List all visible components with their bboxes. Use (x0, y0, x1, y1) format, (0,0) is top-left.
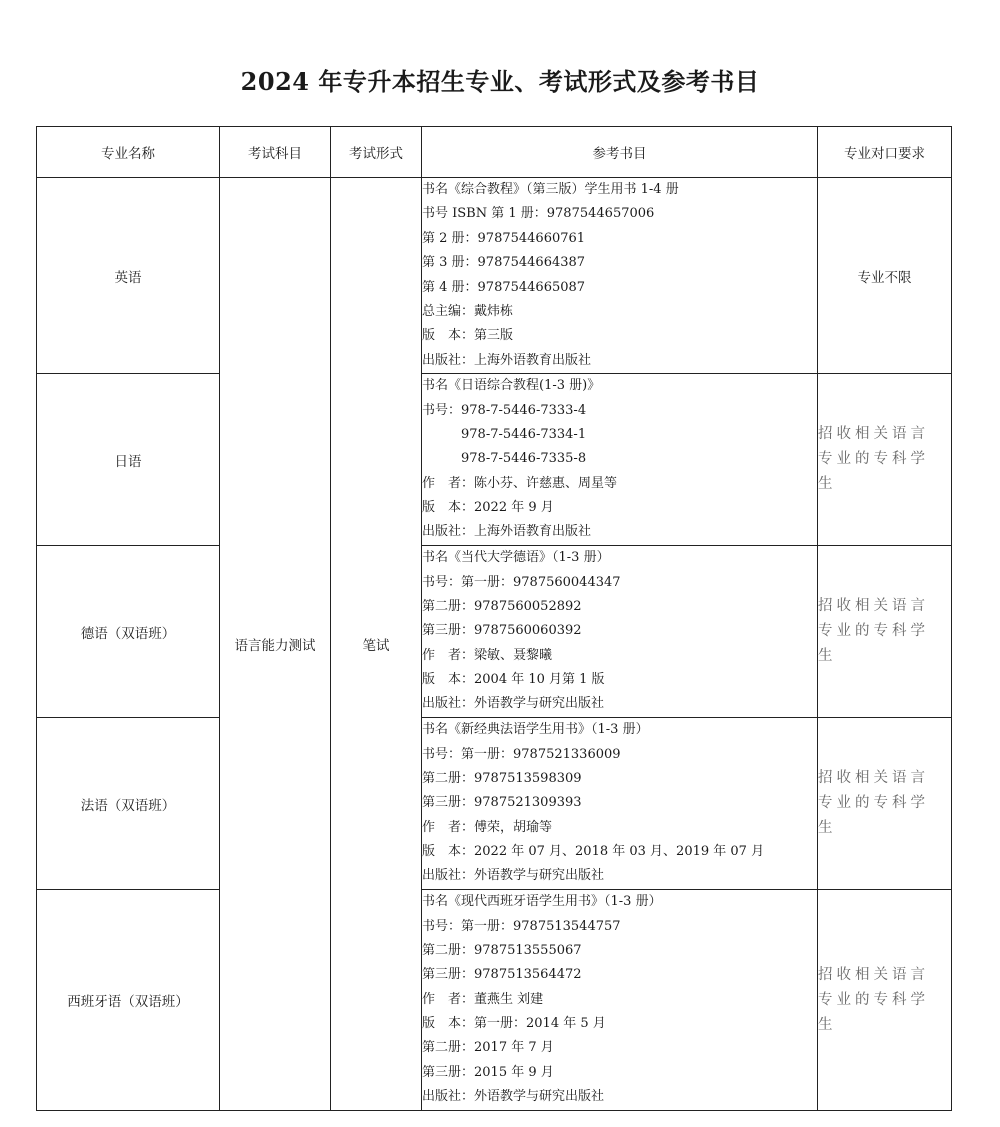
book-line: 第二册：9787513555067 (422, 942, 582, 958)
book-line: 作 者：董燕生 刘建 (422, 991, 544, 1007)
book-line: 第 4 册：9787544665087 (422, 279, 586, 295)
header-exam-subject: 考试科目 (220, 127, 331, 178)
book-line: 978-7-5446-7335-8 (422, 451, 587, 467)
book-line: 版 本：2022 年 9 月 (422, 500, 554, 516)
major-cell: 法语（双语班） (37, 718, 220, 890)
book-line: 作 者：陈小芬、许慈惠、周星等 (422, 475, 618, 491)
book-line: 书名《现代西班牙语学生用书》（1-3 册） (422, 894, 662, 910)
book-line: 版 本：第三版 (422, 328, 514, 344)
book-line: 书号 ISBN 第 1 册：9787544657006 (422, 206, 655, 222)
requirement-text: 招收相关语言专业的专科学生 (818, 966, 929, 1033)
table-row-english (37, 178, 952, 374)
book-line: 作 者：梁敏、聂黎曦 (422, 647, 553, 663)
book-line: 书号：第一册：9787513544757 (422, 918, 621, 934)
book-line: 出版社：上海外语教育出版社 (422, 524, 592, 540)
book-line: 总主编：戴炜栋 (422, 303, 514, 319)
table-row-japanese (37, 374, 952, 546)
book-line: 第三册：9787521309393 (422, 795, 582, 811)
book-line: 书号：第一册：9787521336009 (422, 746, 621, 762)
book-line: 书名《新经典法语学生用书》（1-3 册） (422, 722, 649, 738)
books-cell (422, 178, 818, 374)
table-row-spanish (37, 890, 952, 1111)
books-cell (422, 890, 818, 1111)
book-line: 书号：第一册：9787560044347 (422, 574, 621, 590)
book-line: 作 者：傅荣，胡瑜等 (422, 819, 553, 835)
table-row-french (37, 718, 952, 890)
requirement-text: 招收相关语言专业的专科学生 (818, 598, 929, 665)
books-cell (422, 718, 818, 890)
admissions-table (36, 126, 952, 1111)
book-line: 第三册：9787560060392 (422, 623, 582, 639)
book-line: 第三册：9787513564472 (422, 967, 582, 983)
book-line: 书名《综合教程》（第三版）学生用书 1-4 册 (422, 182, 679, 197)
book-line: 书名《当代大学德语》（1-3 册） (422, 550, 610, 566)
book-line: 出版社：外语教学与研究出版社 (422, 696, 605, 712)
requirement-text: 招收相关语言专业的专科学生 (818, 426, 929, 493)
exam-form-cell: 笔试 (331, 178, 422, 1111)
book-line: 版 本：第一册：2014 年 5 月 (422, 1016, 606, 1032)
major-cell: 英语 (37, 178, 220, 374)
header-exam-form: 考试形式 (331, 127, 422, 178)
table-row-german (37, 546, 952, 718)
exam-subject-cell: 语言能力测试 (220, 178, 331, 1111)
book-line: 第二册：9787560052892 (422, 598, 582, 614)
book-line: 第三册：2015 年 9 月 (422, 1064, 554, 1080)
major-cell: 德语（双语班） (37, 546, 220, 718)
requirement-text: 招收相关语言专业的专科学生 (818, 770, 929, 837)
book-line: 出版社：外语教学与研究出版社 (422, 868, 605, 884)
document-title: 2024 年专升本招生专业、考试形式及参考书目 (240, 67, 760, 96)
header-row (37, 127, 952, 178)
requirement-cell (818, 718, 952, 890)
header-major: 专业名称 (37, 127, 220, 178)
book-line: 第 2 册：9787544660761 (422, 230, 586, 246)
book-line: 版 本：2004 年 10 月第 1 版 (422, 672, 605, 688)
major-cell: 西班牙语（双语班） (37, 890, 220, 1111)
book-line: 书号：978-7-5446-7333-4 (422, 402, 587, 418)
header-requirement: 专业对口要求 (818, 127, 952, 178)
book-line: 978-7-5446-7334-1 (422, 426, 587, 442)
book-line: 出版社：上海外语教育出版社 (422, 352, 592, 368)
books-cell (422, 546, 818, 718)
books-cell (422, 374, 818, 546)
requirement-cell: 专业不限 (818, 178, 952, 374)
requirement-cell (818, 374, 952, 546)
book-line: 第二册：2017 年 7 月 (422, 1040, 554, 1056)
requirement-cell (818, 546, 952, 718)
requirement-cell (818, 890, 952, 1111)
book-line: 版 本：2022 年 07 月、2018 年 03 月、2019 年 07 月 (422, 844, 765, 860)
book-line: 书名《日语综合教程(1-3 册)》 (422, 378, 601, 394)
book-line: 第二册：9787513598309 (422, 770, 582, 786)
book-line: 出版社：外语教学与研究出版社 (422, 1089, 605, 1105)
major-cell: 日语 (37, 374, 220, 546)
header-reference-books: 参考书目 (422, 127, 818, 178)
book-line: 第 3 册：9787544664387 (422, 255, 586, 271)
